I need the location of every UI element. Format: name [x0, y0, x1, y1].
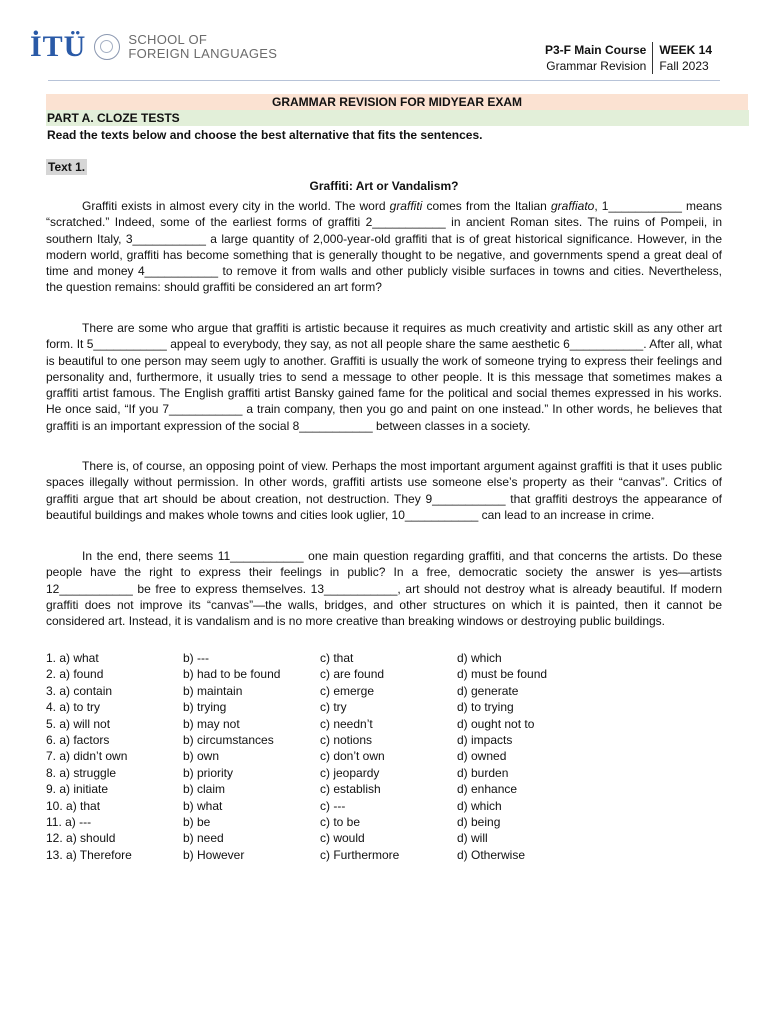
exam-title: GRAMMAR REVISION FOR MIDYEAR EXAM [46, 94, 748, 110]
university-seal-icon [94, 34, 120, 60]
option-a: 9. a) initiate [46, 782, 109, 797]
option-row [46, 781, 607, 797]
option-c: c) emerge [320, 683, 375, 698]
option-c: c) establish [320, 782, 381, 797]
option-c: c) that [320, 651, 354, 665]
option-a: 1. a) what [46, 651, 99, 665]
option-d: d) which [457, 651, 502, 665]
option-a: 7. a) didn’t own [46, 749, 128, 764]
school-name-line1: SCHOOL OF [128, 32, 208, 47]
option-b: b) priority [183, 765, 234, 780]
option-b: b) need [183, 831, 224, 846]
option-b: b) own [183, 749, 220, 764]
header-divider [48, 80, 720, 81]
paragraph-3: There is, of course, an opposing point of view. Perhaps the most important argument against graffiti is that it uses public spaces illegally without permission. In other words, graffiti artists use someone else’s property as their “canvas”. Critics of graffiti argue that art should be about creation, not destruction. They 9___________ that graffiti destroys the appearance of beautiful buildings and makes whole towns and cities look uglier, 10___________ can lead to an increase in crime. [46, 459, 722, 522]
option-a: 4. a) to try [46, 700, 101, 715]
option-b: b) maintain [183, 683, 243, 698]
option-a: 13. a) Therefore [46, 847, 132, 862]
option-d: d) owned [457, 749, 507, 764]
option-d: d) ought not to [457, 716, 535, 731]
school-name-line2: FOREIGN LANGUAGES [128, 46, 278, 61]
option-b: b) trying [183, 700, 227, 715]
itu-logo-text: İTÜ [30, 30, 87, 63]
option-c: c) --- [320, 798, 346, 813]
option-b: b) what [183, 798, 223, 813]
option-row [46, 814, 607, 830]
school-logo [30, 32, 277, 62]
option-d: d) will [457, 831, 488, 846]
option-c: c) Furthermore [320, 847, 400, 862]
option-a: 2. a) found [46, 667, 104, 682]
week-label: WEEK 14 [659, 43, 712, 57]
option-b: b) --- [183, 651, 209, 665]
option-c: c) notions [320, 732, 373, 747]
paragraph-2: There are some who argue that graffiti is artistic because it requires as much creativity and artistic skill as any other art form. It 5___________ appeal to everybody, they say, as not all people share the same aesthetic 6___________. After all, what is beautiful to one person may seem ugly to another. Graffiti is usually the work of someone trying to express their feelings and personality and, furthermore, it usually tries to send a message to other people. It is this message that sometimes makes a graffiti artist famous. The English graffiti artist Bansky gained fame for the political and social themes expressed in his works. He once said, “If you 7___________ a train company, then you go and paint on one instead.” In other words, he believes that graffiti is an important expression of the social 8___________ between classes in a society. [46, 321, 722, 433]
option-b: b) However [183, 847, 245, 862]
text-title: Graffiti: Art or Vandalism? [309, 179, 459, 193]
term-label: Fall 2023 [659, 59, 709, 73]
option-row [46, 798, 607, 814]
answer-options [46, 650, 607, 863]
option-a: 5. a) will not [46, 716, 111, 731]
option-c: c) to be [320, 814, 361, 829]
option-c: c) would [320, 831, 365, 846]
option-d: d) burden [457, 765, 509, 780]
option-a: 6. a) factors [46, 732, 110, 747]
option-row [46, 699, 607, 715]
option-a: 12. a) should [46, 831, 116, 846]
option-c: c) don’t own [320, 749, 385, 764]
option-d: d) Otherwise [457, 847, 526, 862]
part-title: PART A. CLOZE TESTS [46, 110, 749, 126]
option-row [46, 666, 607, 682]
option-b: b) had to be found [183, 667, 281, 682]
option-d: d) enhance [457, 782, 518, 797]
option-d: d) must be found [457, 667, 548, 682]
option-d: d) which [457, 798, 502, 813]
school-name [128, 33, 277, 61]
course-info [545, 42, 712, 74]
option-row [46, 765, 607, 781]
option-b: b) claim [183, 782, 226, 797]
option-b: b) be [183, 814, 211, 829]
option-a: 8. a) struggle [46, 765, 117, 780]
instructions: Read the texts below and choose the best alternative that fits the sentences. [47, 128, 483, 142]
option-row [46, 830, 607, 846]
option-c: c) jeopardy [320, 765, 380, 780]
option-row [46, 847, 607, 863]
course-subtitle: Grammar Revision [546, 59, 647, 73]
option-row [46, 732, 607, 748]
option-d: d) impacts [457, 732, 513, 747]
option-d: d) to trying [457, 700, 514, 715]
option-a: 3. a) contain [46, 683, 113, 698]
paragraph-4: In the end, there seems 11___________ one main question regarding graffiti, and that concerns the artists. Do these people have the right to express their feelings in public? In a free, democratic society the answer is yes—artists 12___________ be free to express themselves. 13___________, art should not destroy what is already beautiful. If modern graffiti does not improve its “canvas”—the walls, bridges, and other structures on which it is painted, then it cannot be considered art. Instead, it is vandalism and is no more creative than breaking windows or destroying public buildings. [46, 549, 722, 629]
option-b: b) circumstances [183, 732, 274, 747]
option-c: c) needn’t [320, 716, 373, 731]
option-row [46, 650, 607, 666]
option-d: d) being [457, 814, 501, 829]
paragraph-1: Graffiti exists in almost every city in the world. The word graffiti comes from the Italian graffiato, 1___________ means “scratched.” Indeed, some of the earliest forms of graffiti 2___________ in ancient Roman sites. The ruins of Pompeii, in southern Italy, 3___________ a large quantity of 2,000-year-old graffiti that is of great historical significance. However, in the modern world, graffiti has become something that is generally thought to be negative, and governments spend a great deal of time and money 4___________ to remove it from walls and other publicly visible surfaces in towns and cities. Nevertheless, the question remains: should graffiti be considered an art form? [46, 199, 723, 295]
option-b: b) may not [183, 716, 240, 731]
option-c: c) try [320, 700, 347, 715]
option-a: 10. a) that [46, 798, 101, 813]
course-name: P3-F Main Course [544, 43, 647, 57]
option-row [46, 748, 607, 764]
option-d: d) generate [457, 683, 519, 698]
option-row [46, 716, 607, 732]
option-row [46, 683, 607, 699]
option-c: c) are found [320, 667, 385, 682]
text-label: Text 1. [48, 160, 86, 174]
option-a: 11. a) --- [46, 814, 92, 829]
